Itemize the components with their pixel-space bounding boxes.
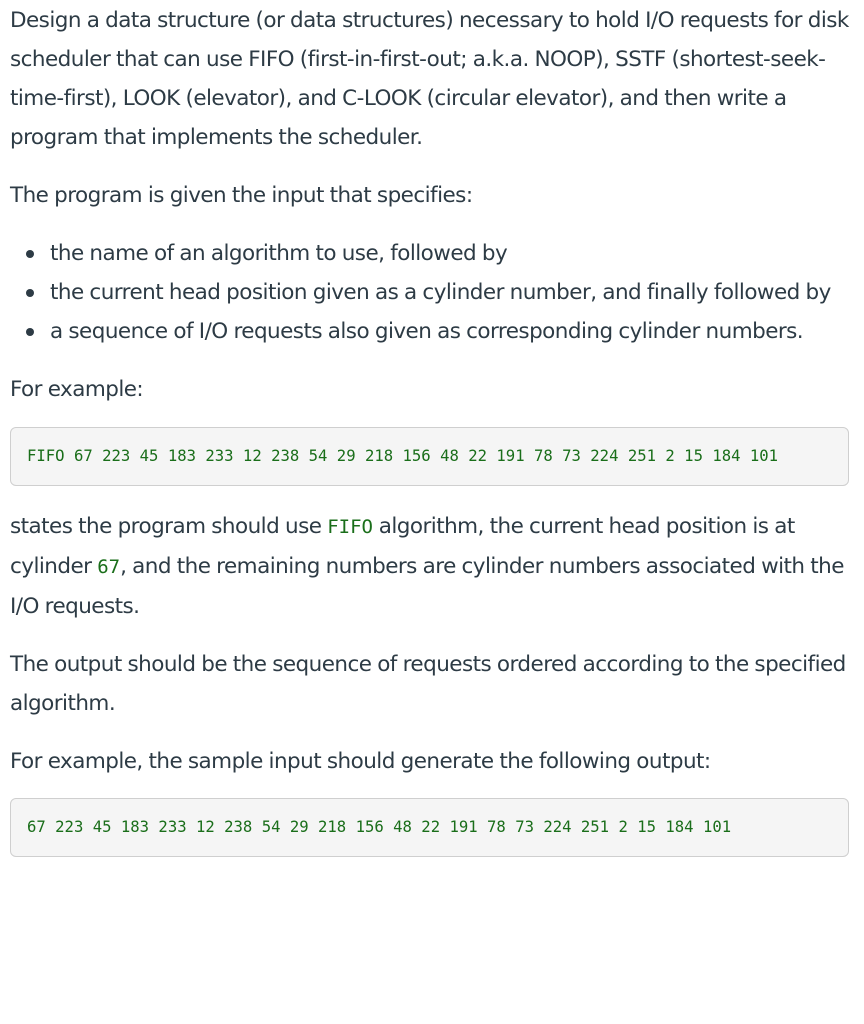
sample-input-code-block: FIFO 67 223 45 183 233 12 238 54 29 218 156 48 22 191 78 73 224 251 2 15 184 101: [10, 427, 849, 486]
cylinder-inline-code: 67: [97, 556, 121, 578]
list-item: a sequence of I/O requests also given as corresponding cylinder numbers.: [50, 312, 854, 351]
states-text-middle: algorithm, the current head position is at cylinder: [10, 514, 795, 579]
input-spec-list: [10, 234, 854, 351]
states-paragraph: [10, 507, 854, 626]
states-text-end: , and the remaining numbers are cylinder numbers associated with the I/O requests.: [10, 554, 844, 619]
input-lead-paragraph: The program is given the input that specifies:: [10, 183, 473, 208]
output-description-paragraph: The output should be the sequence of requests ordered according to the specified algorithm.: [10, 652, 846, 716]
output-lead-paragraph: For example, the sample input should generate the following output:: [10, 749, 711, 774]
list-item: the current head position given as a cylinder number, and finally followed by: [50, 273, 854, 312]
list-item: the name of an algorithm to use, followed by: [50, 234, 854, 273]
sample-output-code-block: 67 223 45 183 233 12 238 54 29 218 156 48 22 191 78 73 224 251 2 15 184 101: [10, 798, 849, 857]
states-text-start: states the program should use: [10, 514, 328, 539]
example-lead-paragraph: For example:: [10, 377, 144, 402]
fifo-inline-code: FIFO: [327, 516, 373, 538]
intro-paragraph: Design a data structure (or data structures) necessary to hold I/O requests for disk scheduler that can use FIFO (first-in-first-out; a.k.a. NOOP), SSTF (shortest-seek-time-first), LOOK (elevator), and C-LOOK (circular elevator), and then write a program that implements the scheduler.: [10, 8, 849, 150]
